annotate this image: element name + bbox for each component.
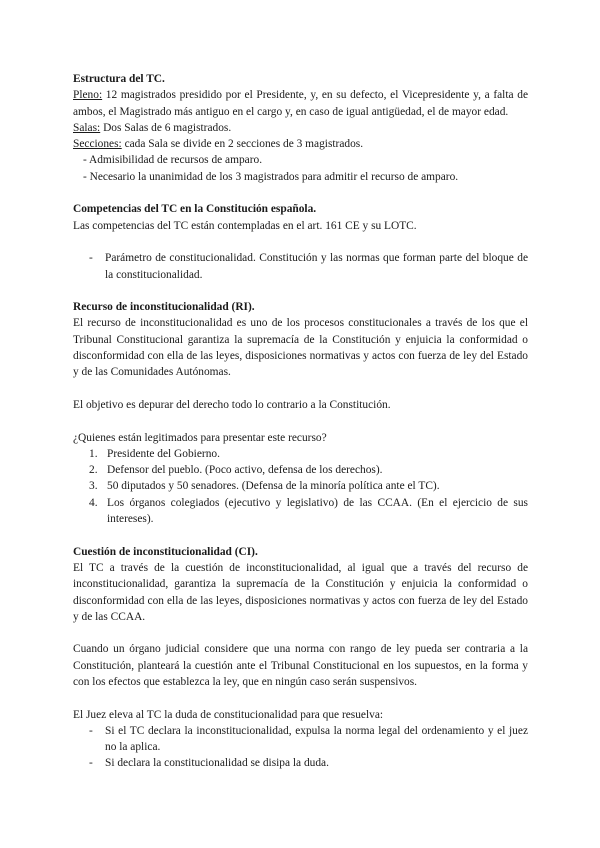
- competencias-intro: Las competencias del TC están contempladas en el art. 161 CE y su LOTC.: [73, 219, 417, 232]
- spacer: [73, 413, 528, 429]
- pleno-text: 12 magistrados presidido por el Presidente, y, en su defecto, el Vicepresidente y, a falta de ambos, el Magistrado más antiguo en el cargo y, en caso de igual antigüedad, el de mayor edad.: [73, 89, 528, 118]
- spacer: [73, 690, 528, 706]
- cuestion-list: [73, 723, 528, 772]
- secciones-sub-item: - Admisibilidad de recursos de amparo.: [83, 154, 263, 167]
- list-item: [73, 250, 528, 283]
- list-item-text: Si el TC declara la inconstitucionalidad, expulsa la norma legal del ordenamiento y el juez no la aplica.: [105, 724, 528, 754]
- spacer: [73, 185, 528, 201]
- list-item: [73, 495, 528, 528]
- legitimados-list: [73, 446, 528, 527]
- secciones-text: cada Sala se divide en 2 secciones de 3 magistrados.: [121, 138, 364, 151]
- recurso-question: ¿Quienes están legitimados para presentar este recurso?: [73, 431, 327, 444]
- list-item-text: Los órganos colegiados (ejecutivo y legislativo) de las CCAA. (En el ejercicio de sus intereses).: [107, 496, 528, 526]
- list-item-text: Si declara la constitucionalidad se disipa la duda.: [105, 757, 329, 770]
- list-item: [73, 478, 528, 494]
- recurso-paragraph: El recurso de inconstitucionalidad es uno de los procesos constitucionales a través de los que el Tribunal Constitucional garantiza la supremacía de la Constitución y enjuicia la conformidad o disconformidad con ella de las leyes, disposiciones normativas y actos con fuerza de ley del Estado y de las Comunidades Autónomas.: [73, 317, 528, 379]
- salas-paragraph: [73, 120, 528, 136]
- cuestion-paragraph: Cuando un órgano judicial considere que una norma con rango de ley pueda ser contraria a la Constitución, planteará la cuestión ante el Tribunal Constitucional en los supuestos, en la forma y con los efectos que establezca la ley, que en ningún caso serán suspensivos.: [73, 643, 528, 688]
- spacer: [73, 527, 528, 543]
- list-item-text: Defensor del pueblo. (Poco activo, defensa de los derechos).: [107, 464, 383, 477]
- section-title-recurso: Recurso de inconstitucionalidad (RI).: [73, 301, 255, 314]
- list-item: [73, 462, 528, 478]
- list-number: 1.: [89, 447, 98, 460]
- list-item: [73, 723, 528, 756]
- list-item: [73, 446, 528, 462]
- spacer: [73, 381, 528, 397]
- list-number: 4.: [89, 496, 98, 509]
- list-item-text: Parámetro de constitucionalidad. Constitución y las normas que forman parte del bloque de la constitucionalidad.: [105, 252, 528, 281]
- secciones-sub-item: - Necesario la unanimidad de los 3 magistrados para admitir el recurso de amparo.: [83, 170, 459, 183]
- section-title-cuestion: Cuestión de inconstitucionalidad (CI).: [73, 545, 258, 558]
- list-number: 2.: [89, 464, 98, 477]
- section-title-estructura: Estructura del TC.: [73, 73, 165, 85]
- list-marker: -: [89, 757, 93, 770]
- salas-text: Dos Salas de 6 magistrados.: [100, 121, 232, 134]
- list-item: [73, 755, 528, 771]
- secciones-paragraph: [73, 136, 528, 152]
- secciones-label: Secciones:: [73, 138, 122, 151]
- salas-label: Salas:: [73, 121, 101, 134]
- pleno-label: Pleno:: [73, 89, 103, 102]
- spacer: [73, 625, 528, 641]
- cuestion-paragraph: El TC a través de la cuestión de inconstitucionalidad, al igual que a través del recurso de inconstitucionalidad, garantiza la supremacía de la Constitución y enjuicia la conformidad o disconformidad con ella de las leyes, disposiciones normativas y actos con fuerza de ley del Estado y de las CCAA.: [73, 561, 528, 623]
- list-marker: -: [89, 724, 93, 737]
- document-body: [73, 71, 528, 772]
- pleno-paragraph: [73, 87, 528, 120]
- cuestion-paragraph: El Juez eleva al TC la duda de constitucionalidad para que resuelva:: [73, 708, 384, 721]
- spacer: [73, 234, 528, 250]
- competencias-list: [73, 250, 528, 283]
- list-number: 3.: [89, 480, 98, 493]
- recurso-paragraph: El objetivo es depurar del derecho todo lo contrario a la Constitución.: [73, 398, 391, 411]
- spacer: [73, 283, 528, 299]
- section-title-competencias: Competencias del TC en la Constitución española.: [73, 203, 317, 216]
- list-item-text: Presidente del Gobierno.: [107, 447, 220, 460]
- list-item-text: 50 diputados y 50 senadores. (Defensa de la minoría política ante el TC).: [107, 480, 440, 493]
- list-marker: -: [89, 252, 93, 265]
